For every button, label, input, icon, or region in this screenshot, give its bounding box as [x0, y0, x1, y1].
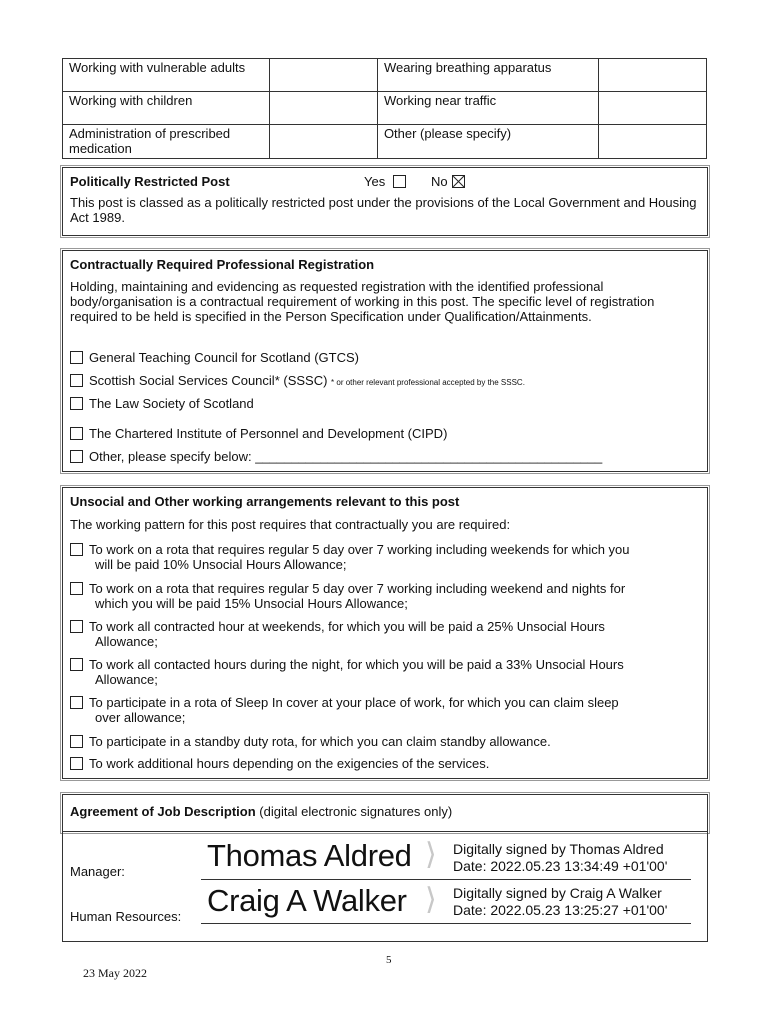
manager-signature-line [201, 879, 691, 880]
checkbox[interactable] [70, 351, 83, 364]
registration-section [62, 250, 708, 472]
hazard-entry-cell[interactable] [599, 92, 707, 125]
checkbox[interactable] [70, 450, 83, 463]
option-label: To work all contacted hours during the night, for which you will be paid a 33% Unsocial Hours [89, 657, 624, 672]
hr-signed-by: Digitally signed by Craig A Walker [453, 885, 662, 901]
signature-watermark-icon: ⟩ [425, 838, 437, 871]
registration-description: Holding, maintaining and evidencing as requested registration with the identified professional body/organisation is a contractual requirement of working in this post. The specific level of registration required to be held is specified in the Person Specification under Qualification/Attainments. [70, 279, 655, 324]
table-row [63, 125, 707, 159]
unsocial-option[interactable] [70, 542, 630, 572]
registration-option[interactable] [70, 426, 447, 441]
checkbox[interactable] [70, 757, 83, 770]
unsocial-hours-section [62, 487, 708, 779]
table-row [63, 92, 707, 125]
hr-label: Human Resources: [70, 909, 182, 924]
hr-signed-date: Date: 2022.05.23 13:25:27 +01'00' [453, 902, 668, 918]
no-option[interactable] [431, 174, 471, 189]
option-label: To work additional hours depending on the exigencies of the services. [89, 756, 490, 771]
checkbox[interactable] [70, 620, 83, 633]
unsocial-title: Unsocial and Other working arrangements relevant to this post [70, 494, 460, 509]
option-label: To participate in a rota of Sleep In cover at your place of work, for which you can claim sleep [89, 695, 619, 710]
manager-signed-date: Date: 2022.05.23 13:34:49 +01'00' [453, 858, 668, 874]
registration-option[interactable] [70, 396, 254, 411]
option-label: The Chartered Institute of Personnel and Development (CIPD) [89, 426, 448, 441]
yes-option[interactable] [364, 174, 412, 189]
page-number: 5 [386, 954, 392, 966]
hazard-label: Administration of prescribed medication [63, 125, 270, 159]
checkbox[interactable] [70, 735, 83, 748]
hazard-entry-cell[interactable] [270, 125, 378, 159]
option-label: To work on a rota that requires regular 5 day over 7 working including weekends for which you [89, 542, 630, 557]
option-note: * or other relevant professional accepted by the SSSC. [331, 378, 525, 387]
manager-signature[interactable]: Thomas Aldred [207, 838, 412, 873]
option-label: General Teaching Council for Scotland (GTCS) [89, 350, 359, 365]
option-label: To work all contracted hour at weekends, for which you will be paid a 25% Unsocial Hours [89, 619, 605, 634]
manager-signature-details [453, 841, 667, 875]
option-label-continued: which you will be paid 15% Unsocial Hours Allowance; [95, 596, 408, 611]
hazard-label: Wearing breathing apparatus [377, 59, 598, 92]
checkbox[interactable] [70, 696, 83, 709]
checkbox[interactable] [70, 427, 83, 440]
hazard-entry-cell[interactable] [599, 125, 707, 159]
hazard-entry-cell[interactable] [599, 59, 707, 92]
yes-label: Yes [364, 174, 386, 189]
option-label: Other, please specify below: ________________________________________________ [89, 449, 603, 464]
hazard-entry-cell[interactable] [270, 92, 378, 125]
option-label-continued: over allowance; [95, 710, 186, 725]
agreement-header [62, 794, 708, 832]
table-row [63, 59, 707, 92]
hr-signature[interactable]: Craig A Walker [207, 883, 407, 918]
option-label-continued: Allowance; [95, 634, 158, 649]
unsocial-option[interactable] [70, 619, 605, 649]
hazard-label: Working near traffic [377, 92, 598, 125]
political-title: Politically Restricted Post [70, 174, 230, 189]
unsocial-option[interactable] [70, 756, 489, 771]
no-checkbox[interactable] [452, 175, 465, 188]
registration-option[interactable] [70, 373, 525, 390]
yes-checkbox[interactable] [393, 175, 406, 188]
option-label-continued: Allowance; [95, 672, 158, 687]
registration-title: Contractually Required Professional Registration [70, 257, 375, 272]
unsocial-intro: The working pattern for this post requires that contractually you are required: [70, 517, 511, 532]
signature-watermark-icon: ⟩ [425, 883, 437, 916]
unsocial-option[interactable] [70, 581, 625, 611]
checkbox[interactable] [70, 374, 83, 387]
manager-label: Manager: [70, 864, 125, 879]
agreement-title: Agreement of Job Description [70, 804, 256, 819]
registration-option[interactable] [70, 449, 602, 464]
option-label: To participate in a standby duty rota, for which you can claim standby allowance. [89, 734, 551, 749]
political-description: This post is classed as a politically restricted post under the provisions of the Local Government and Housing Act 1989. [70, 195, 697, 225]
no-label: No [431, 174, 448, 189]
hazard-label: Working with vulnerable adults [63, 59, 270, 92]
checkbox[interactable] [70, 543, 83, 556]
hazard-table [62, 58, 707, 159]
agreement-subtitle: (digital electronic signatures only) [259, 804, 453, 819]
hr-signature-details [453, 885, 667, 919]
hazard-label: Other (please specify) [377, 125, 598, 159]
option-label: Scottish Social Services Council* (SSSC) [89, 373, 328, 388]
option-label: To work on a rota that requires regular 5 day over 7 working including weekend and nights for [89, 581, 626, 596]
unsocial-option[interactable] [70, 734, 551, 749]
unsocial-option[interactable] [70, 695, 619, 725]
political-restriction-section [62, 167, 708, 236]
manager-signed-by: Digitally signed by Thomas Aldred [453, 841, 664, 857]
checkbox[interactable] [70, 658, 83, 671]
checkbox[interactable] [70, 582, 83, 595]
unsocial-option[interactable] [70, 657, 624, 687]
footer-date: 23 May 2022 [83, 966, 147, 980]
option-label-continued: will be paid 10% Unsocial Hours Allowance; [95, 557, 347, 572]
option-label: The Law Society of Scotland [89, 396, 254, 411]
checkbox[interactable] [70, 397, 83, 410]
hr-signature-line [201, 923, 691, 924]
registration-option[interactable] [70, 350, 359, 365]
hazard-label: Working with children [63, 92, 270, 125]
hazard-entry-cell[interactable] [270, 59, 378, 92]
signature-area [62, 832, 708, 942]
